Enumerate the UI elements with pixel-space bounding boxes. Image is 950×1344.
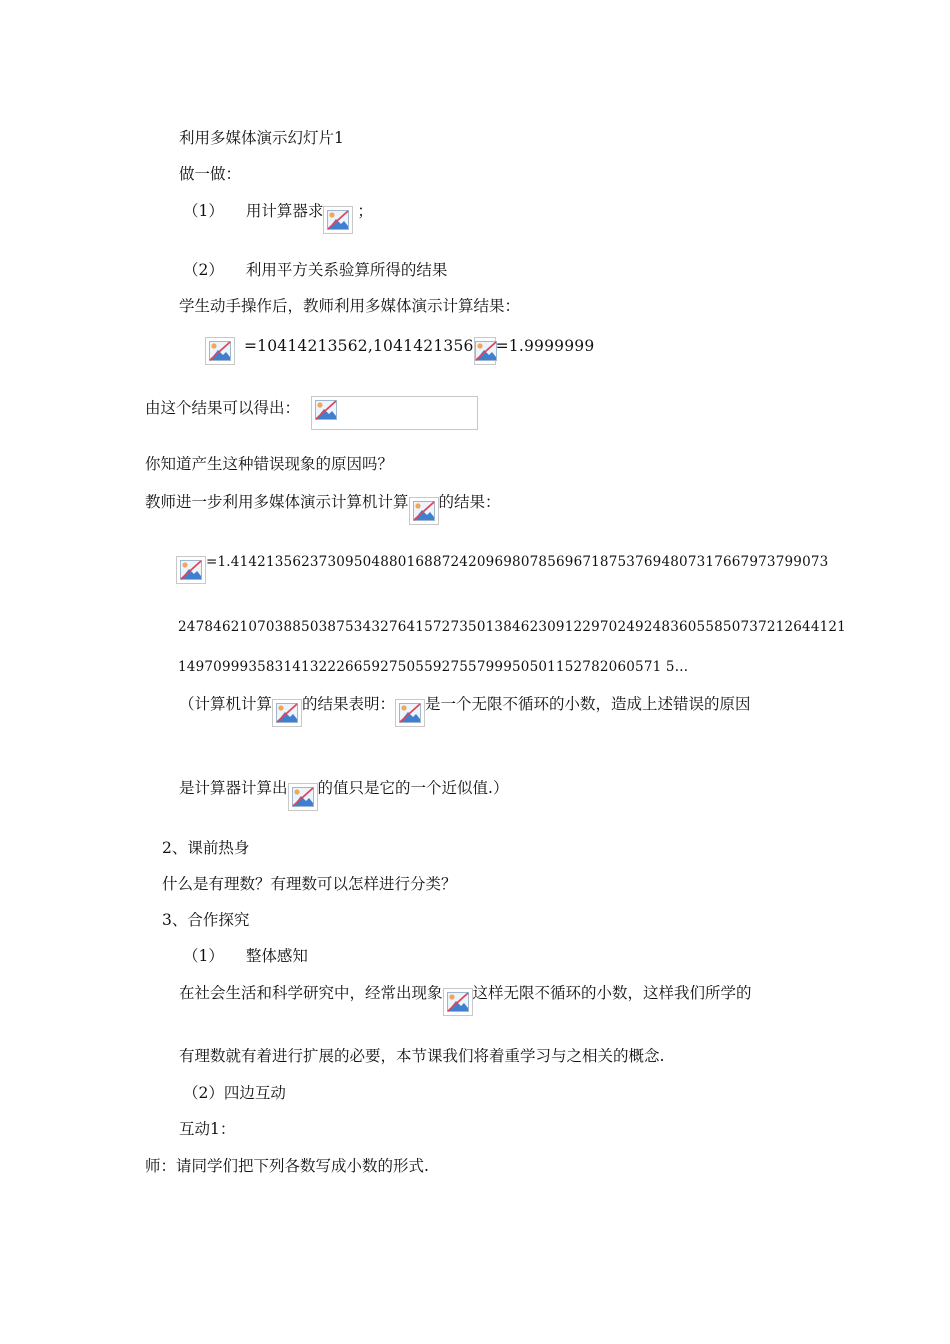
answer-box <box>311 396 478 430</box>
line-3 <box>183 201 373 234</box>
line-13 <box>179 694 751 727</box>
broken-image-icon <box>205 337 235 365</box>
line-11: 2478462107038850387534327641572735013846230912297024924836055850737212644121 <box>178 619 846 635</box>
broken-image-icon <box>288 783 318 811</box>
line-3-text: 用计算器求 <box>245 202 324 220</box>
line-19 <box>179 983 752 1016</box>
broken-image-icon <box>176 556 206 584</box>
line-1: 利用多媒体演示幻灯片1 <box>179 129 344 147</box>
line-14 <box>179 778 508 811</box>
sqrt2-digits-1: =1.41421356237309504880168872420969807856967187537694807317667973799073 <box>206 554 829 570</box>
line-3-end: ； <box>357 202 373 220</box>
broken-image-icon <box>323 206 353 234</box>
calc-result-a: =10414213562,1041421356 <box>244 337 474 355</box>
broken-image-icon <box>272 699 302 727</box>
line-9-text-a: 教师进一步利用多媒体演示计算机计算 <box>145 493 409 511</box>
line-2: 做一做： <box>179 165 242 183</box>
line-13-text-c: 是一个无限不循环的小数，造成上述错误的原因 <box>425 695 751 713</box>
item-number: （1） <box>183 947 224 965</box>
line-13-text-a: （计算机计算 <box>179 695 273 713</box>
line-9-text-b: 的结果： <box>438 493 501 511</box>
line-19-text-b: 这样无限不循环的小数，这样我们所学的 <box>472 984 752 1002</box>
line-16: 什么是有理数？有理数可以怎样进行分类？ <box>162 875 457 893</box>
broken-image-icon <box>312 397 342 425</box>
line-14-text-a: 是计算器计算出 <box>179 779 288 797</box>
line-20: 有理数就有着进行扩展的必要，本节课我们将着重学习与之相关的概念. <box>179 1047 665 1065</box>
line-4-text: 利用平方关系验算所得的结果 <box>245 261 448 279</box>
line-14-text-b: 的值只是它的一个近似值.） <box>317 779 509 797</box>
line-18-text: 整体感知 <box>245 947 308 965</box>
broken-image-icon <box>443 988 473 1016</box>
line-9 <box>145 492 501 525</box>
broken-image-icon <box>409 497 439 525</box>
broken-image-icon <box>474 337 496 365</box>
line-10 <box>176 552 828 584</box>
section-3-heading: 3、合作探究 <box>162 911 250 929</box>
item-number: （2） <box>183 261 224 279</box>
broken-image-icon <box>395 699 425 727</box>
line-21: （2）四边互动 <box>183 1084 286 1102</box>
line-4 <box>183 260 447 280</box>
line-13-text-b: 的结果表明： <box>302 695 396 713</box>
line-5: 学生动手操作后，教师利用多媒体演示计算结果： <box>179 297 521 315</box>
line-8: 你知道产生这种错误现象的原因吗？ <box>145 455 394 473</box>
line-23: 师：请同学们把下列各数写成小数的形式. <box>145 1157 429 1175</box>
line-18 <box>183 946 308 966</box>
line-6 <box>205 336 594 365</box>
item-number: （1） <box>183 202 224 220</box>
line-22: 互动1： <box>179 1120 236 1138</box>
line-12: 1497099935831413222665927505592755799950501152782060571 5… <box>178 659 689 675</box>
line-19-text-a: 在社会生活和科学研究中，经常出现象 <box>179 984 443 1002</box>
section-2-heading: 2、课前热身 <box>162 839 250 857</box>
calc-result-b: =1.9999999 <box>495 337 595 355</box>
line-7: 由这个结果可以得出： <box>145 399 301 417</box>
